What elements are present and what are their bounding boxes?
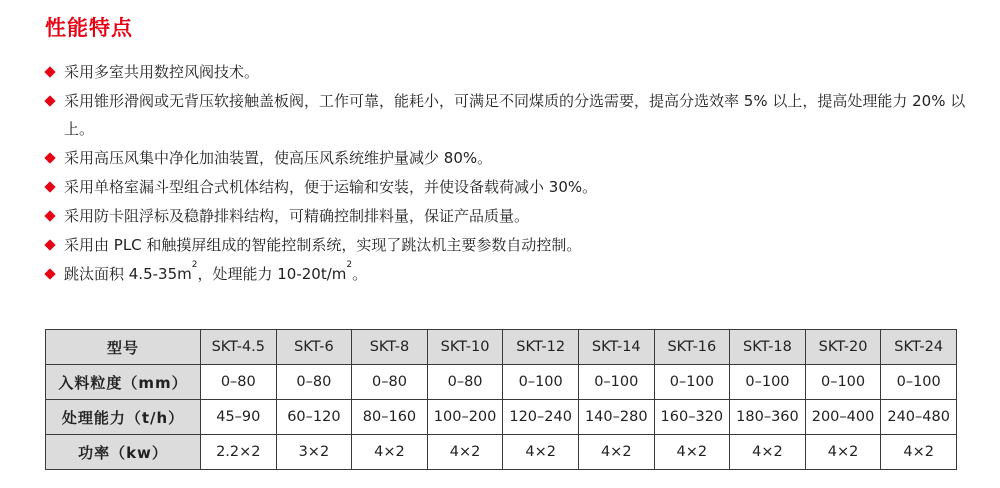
capacity-cell: 140–280	[578, 400, 654, 435]
diamond-bullet-icon	[44, 181, 55, 192]
feed-size-cell: 0–80	[427, 365, 503, 400]
model-cell: SKT-4.5	[201, 330, 277, 365]
power-cell: 4×2	[427, 435, 503, 470]
row-header: 型号	[46, 330, 201, 365]
model-cell: SKT-8	[352, 330, 428, 365]
row-header: 处理能力（t/h）	[46, 400, 201, 435]
capacity-cell: 80–160	[352, 400, 428, 435]
power-cell: 4×2	[881, 435, 957, 470]
model-cell: SKT-6	[276, 330, 352, 365]
feed-size-cell: 0–100	[578, 365, 654, 400]
model-row	[46, 330, 957, 365]
feature-item	[42, 173, 972, 201]
superscript: 2	[191, 260, 198, 270]
feature-item	[42, 260, 972, 288]
model-cell: SKT-12	[503, 330, 579, 365]
power-cell: 3×2	[276, 435, 352, 470]
feed-size-row	[46, 365, 957, 400]
diamond-bullet-icon	[44, 95, 55, 106]
diamond-bullet-icon	[44, 210, 55, 221]
row-header: 入料粒度（mm）	[46, 365, 201, 400]
spec-table	[45, 329, 957, 470]
feature-item	[42, 87, 972, 143]
feature-text: 采用多室共用数控风阀技术。	[64, 63, 260, 81]
power-cell: 4×2	[503, 435, 579, 470]
power-cell: 2.2×2	[201, 435, 277, 470]
power-cell: 4×2	[654, 435, 730, 470]
feature-text-c: 。	[352, 265, 368, 283]
model-cell: SKT-16	[654, 330, 730, 365]
feature-item	[42, 144, 972, 172]
capacity-cell: 160–320	[654, 400, 730, 435]
capacity-row	[46, 400, 957, 435]
capacity-cell: 180–360	[730, 400, 806, 435]
capacity-cell: 60–120	[276, 400, 352, 435]
capacity-cell: 120–240	[503, 400, 579, 435]
feature-item	[42, 231, 972, 259]
feed-size-cell: 0–100	[503, 365, 579, 400]
feature-text-a: 跳汰面积 4.5-35m	[64, 265, 192, 283]
diamond-bullet-icon	[44, 268, 55, 279]
feed-size-cell: 0–80	[201, 365, 277, 400]
diamond-bullet-icon	[44, 66, 55, 77]
feed-size-cell: 0–100	[881, 365, 957, 400]
section-title: 性能特点	[45, 16, 133, 40]
diamond-bullet-icon	[44, 239, 55, 250]
feed-size-cell: 0–100	[805, 365, 881, 400]
row-header: 功率（kw）	[46, 435, 201, 470]
feed-size-cell: 0–80	[276, 365, 352, 400]
power-cell: 4×2	[578, 435, 654, 470]
model-cell: SKT-14	[578, 330, 654, 365]
capacity-cell: 240–480	[881, 400, 957, 435]
diamond-bullet-icon	[44, 152, 55, 163]
power-cell: 4×2	[730, 435, 806, 470]
feature-item	[42, 58, 972, 86]
feature-text: 采用锥形滑阀或无背压软接触盖板阀，工作可靠，能耗小，可满足不同煤质的分选需要，提高分选效率 5% 以上，提高处理能力 20% 以上。	[64, 92, 966, 138]
power-cell: 4×2	[352, 435, 428, 470]
feed-size-cell: 0–100	[730, 365, 806, 400]
power-row	[46, 435, 957, 470]
feature-text-b: ，处理能力 10-20t/m	[197, 265, 347, 283]
feed-size-cell: 0–80	[352, 365, 428, 400]
feature-text: 采用由 PLC 和触摸屏组成的智能控制系统，实现了跳汰机主要参数自动控制。	[64, 236, 582, 254]
power-cell: 4×2	[805, 435, 881, 470]
feature-list	[42, 58, 972, 289]
model-cell: SKT-20	[805, 330, 881, 365]
capacity-cell: 45–90	[201, 400, 277, 435]
feature-text: 采用防卡阻浮标及稳静排料结构，可精确控制排料量，保证产品质量。	[64, 207, 530, 225]
feature-item	[42, 202, 972, 230]
superscript: 2	[346, 260, 353, 270]
feature-text: 采用高压风集中净化加油装置，使高压风系统维护量减少 80%。	[64, 149, 493, 167]
feed-size-cell: 0–100	[654, 365, 730, 400]
model-cell: SKT-24	[881, 330, 957, 365]
model-cell: SKT-18	[730, 330, 806, 365]
model-cell: SKT-10	[427, 330, 503, 365]
capacity-cell: 200–400	[805, 400, 881, 435]
feature-text: 采用单格室漏斗型组合式机体结构，便于运输和安装，并使设备载荷减小 30%。	[64, 178, 598, 196]
capacity-cell: 100–200	[427, 400, 503, 435]
